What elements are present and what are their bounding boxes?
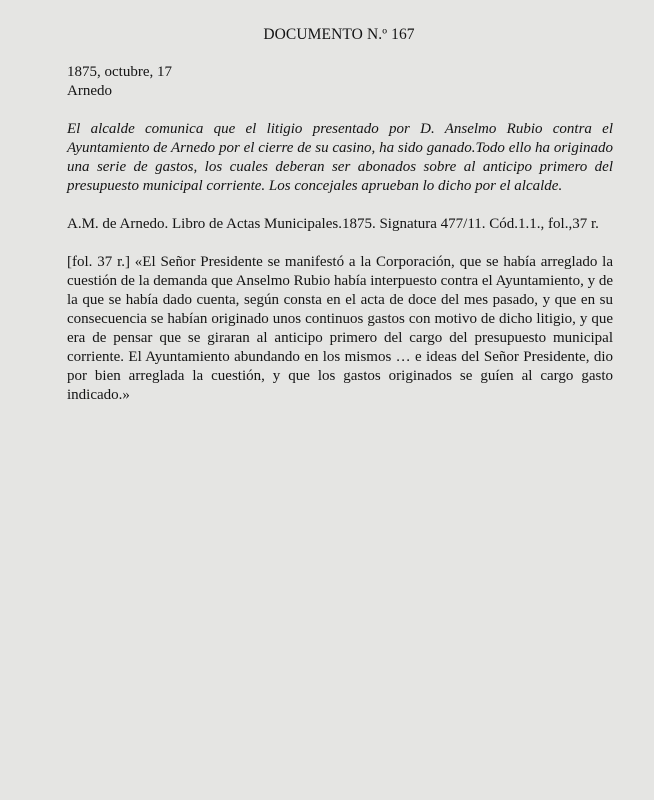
document-body [67, 63, 613, 405]
archive-reference: A.M. de Arnedo. Libro de Actas Municipales.1875. Signatura 477/11. Cód.1.1., fol.,37 r. [67, 216, 599, 232]
document-title: DOCUMENTO N.º 167 [263, 26, 415, 43]
document-summary: El alcalde comunica que el litigio presentado por D. Anselmo Rubio contra el Ayuntamiento de Arnedo por el cierre de su casino, ha sido ganado.Todo ello ha originado una serie de gastos, los cuales deberan ser abonados sobre al anticipo primero del presupuesto municipal corriente. Los concejales aprueban lo dicho por el alcalde. [67, 121, 613, 194]
document-place: Arnedo [67, 83, 112, 99]
document-date: 1875, octubre, 17 [67, 64, 172, 80]
transcription-text: [fol. 37 r.] «El Señor Presidente se manifestó a la Corporación, que se había arreglado la cuestión de la demanda que Anselmo Rubio había interpuesto contra el Ayuntamiento, y de la que se había dado cuenta, según consta en el acta de doce del mes pasado, y que en su consecuencia se habían originado unos continuos gastos con motivo de dicho litigio, y que era de pensar que se giraran al anticipo primero del cargo del presupuesto municipal corriente. El Ayuntamiento abundando en los mismos … e ideas del Señor Presidente, dio por bien arreglada la cuestión, y que los gastos originados se guíen al cargo gasto indicado.» [67, 254, 613, 403]
